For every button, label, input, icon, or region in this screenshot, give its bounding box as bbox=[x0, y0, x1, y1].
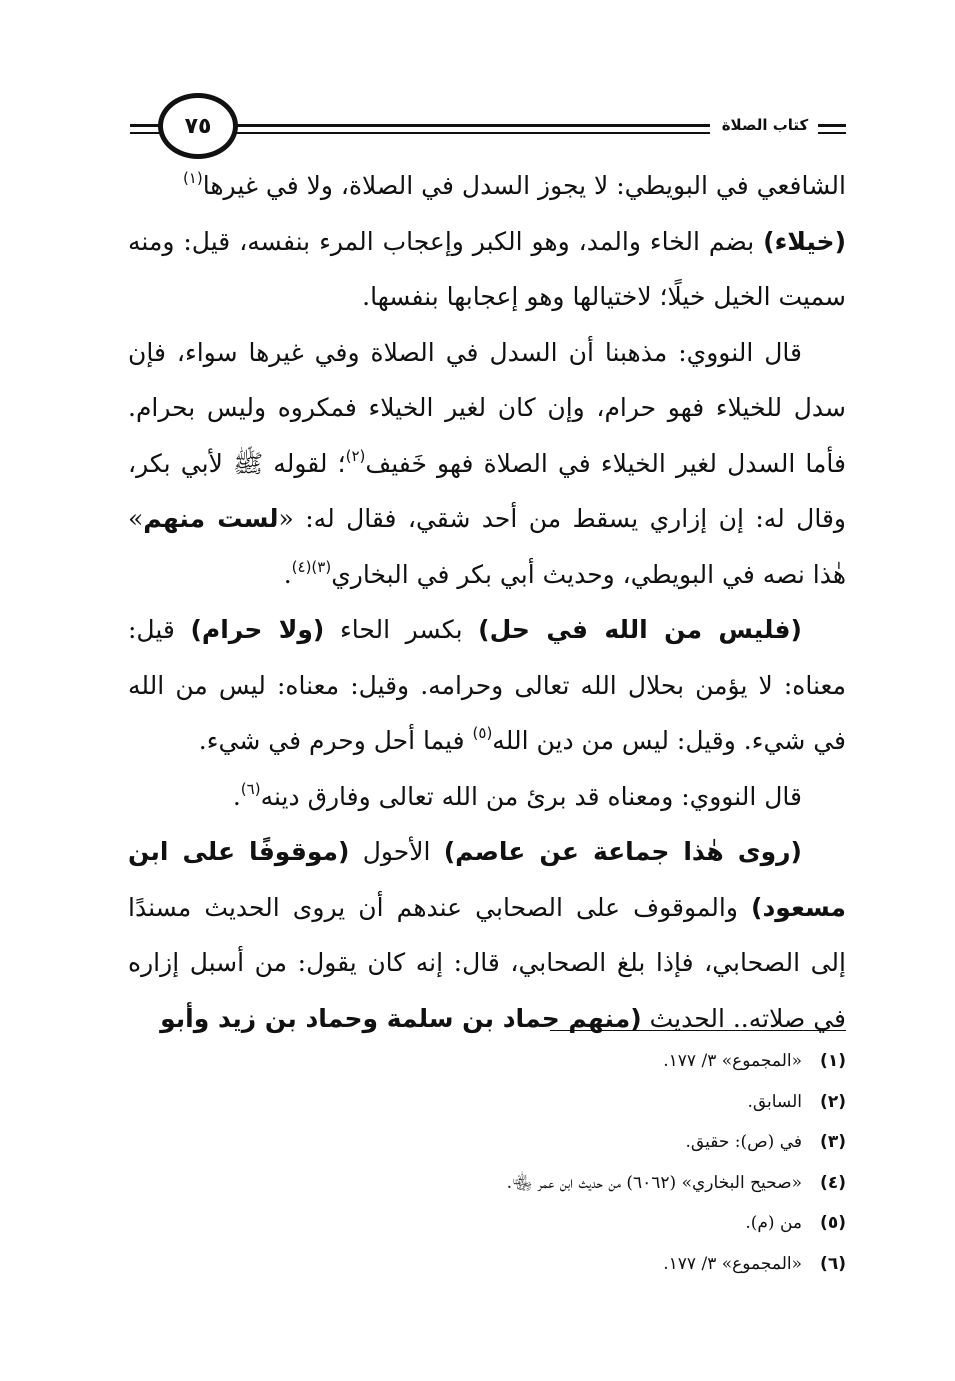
footnote-text: «صحيح البخاري» (٦٠٦٢) من حديث ابن عمر ﵄. bbox=[506, 1172, 802, 1193]
paragraph-5 bbox=[128, 769, 846, 825]
paragraph-4 bbox=[128, 602, 846, 769]
paragraph-1 bbox=[128, 158, 846, 214]
paragraph-3 bbox=[128, 325, 846, 603]
bold-term: (روى هٰذا جماعة عن عاصم) bbox=[443, 837, 802, 866]
header-rule-middle bbox=[232, 124, 710, 134]
bold-term: (فليس من الله في حل) bbox=[478, 615, 802, 644]
footnote-ref: (٥) bbox=[472, 723, 493, 742]
text-span: فيما أحل وحرم في شيء. bbox=[198, 726, 473, 755]
paragraph-6 bbox=[128, 824, 846, 1046]
footnote-number: (١) bbox=[820, 1051, 846, 1071]
text-span: . bbox=[283, 559, 292, 589]
footnote-separator bbox=[550, 1030, 846, 1031]
page-number-ring bbox=[158, 93, 238, 159]
main-text bbox=[128, 158, 846, 1046]
footnote bbox=[128, 1082, 846, 1123]
footnote-text: «المجموع» ٣/ ١٧٧. bbox=[663, 1051, 802, 1071]
footnotes bbox=[128, 1041, 846, 1284]
text-span: الأحول bbox=[349, 837, 444, 866]
bold-quote: لست منهم bbox=[143, 504, 279, 533]
footnote bbox=[128, 1244, 846, 1285]
text-span: بكسر الحاء bbox=[324, 615, 479, 644]
bold-term: (منهم حماد بن سلمة وحماد بن زيد وأبو bbox=[160, 1003, 642, 1033]
running-head: كتاب الصلاة bbox=[721, 116, 809, 134]
footnote-number: (٣) bbox=[820, 1132, 846, 1152]
text-span: بضم الخاء والمد، وهو الكبر وإعجاب المرء بنفسه، قيل: ومنه سميت الخيل خيلًا؛ لاختيالها وهو إعجابها بنفسها. bbox=[128, 226, 846, 311]
footnote-text: في (ص): حقيق. bbox=[685, 1132, 802, 1152]
footnote bbox=[128, 1203, 846, 1244]
bold-term: (موقوفًا على ابن مسعود) bbox=[128, 837, 846, 922]
text-span: الشافعي في البويطي: لا يجوز السدل في الصلاة، ولا في غيرها bbox=[202, 171, 846, 200]
footnote-text: السابق. bbox=[747, 1091, 802, 1112]
text-span: والموقوف على الصحابي عندهم أن يروى الحديث مسندًا إلى الصحابي، فإذا بلغ الصحابي، قال: إنه كان يقول: من أسبل إزاره في صلاته.. الحديث bbox=[128, 892, 846, 1033]
bold-term: (خيلاء) bbox=[763, 226, 846, 256]
footnote-text: «المجموع» ٣/ ١٧٧. bbox=[663, 1253, 802, 1274]
footnote-ref: (١) bbox=[182, 168, 203, 187]
text-span: قال النووي: مذهبنا أن السدل في الصلاة وفي غيرها سواء، فإن سدل للخيلاء فهو حرام، وإن كان لغير الخيلاء فمكروه وليس بحرام. فأما السدل لغير الخيلاء في الصلاة فهو خَفيف bbox=[128, 337, 846, 478]
text-span: » هٰذا نصه في البويطي، وحديث أبي بكر في البخاري bbox=[128, 504, 846, 589]
footnote-number: (٦) bbox=[820, 1253, 846, 1274]
page-number: ٧٥ bbox=[184, 113, 212, 139]
footnote bbox=[128, 1163, 846, 1204]
footnote-ref: (٣)(٤) bbox=[291, 557, 332, 576]
footnote bbox=[128, 1041, 846, 1082]
paragraph-2 bbox=[128, 214, 846, 325]
footnote-ref: (٦) bbox=[240, 779, 261, 798]
header-rule-right bbox=[818, 124, 846, 134]
text-span: . bbox=[232, 781, 241, 811]
text-span: قال النووي: ومعناه قد برئ من الله تعالى وفارق دينه bbox=[260, 781, 802, 811]
footnote-number: (٤) bbox=[820, 1172, 846, 1193]
footnote-number: (٥) bbox=[820, 1213, 846, 1233]
bold-term: (ولا حرام) bbox=[190, 615, 325, 644]
text-span: قيل: معناه: لا يؤمن بحلال الله تعالى وحرامه. وقيل: معناه: ليس من الله في شيء. وقيل: ليس من دين الله bbox=[128, 615, 846, 755]
footnote-ref: (٢) bbox=[345, 446, 366, 465]
text-span: ؛ لقوله ﷺ لأبي بكر، وقال له: إن إزاري يسقط من أحد شقي، فقال له: « bbox=[128, 448, 846, 533]
footnote bbox=[128, 1122, 846, 1163]
footnote-text: من (م). bbox=[745, 1213, 802, 1233]
footnote-number: (٢) bbox=[820, 1091, 846, 1112]
